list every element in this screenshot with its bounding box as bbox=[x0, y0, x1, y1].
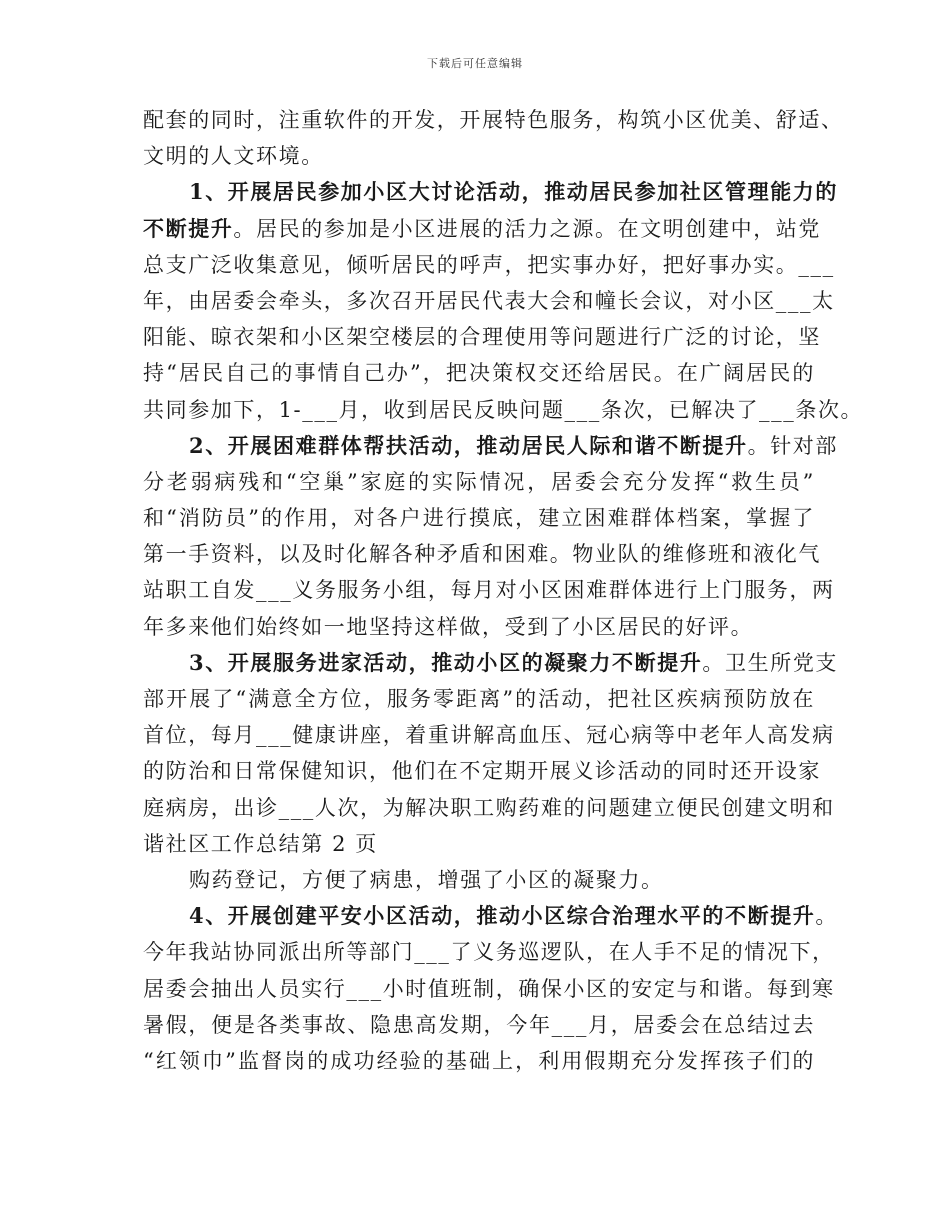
text-line bbox=[143, 174, 839, 210]
paragraph bbox=[143, 862, 815, 898]
body-text: 。居民的参加是小区进展的活力之源。在文明创建中，站党 bbox=[233, 216, 822, 241]
text-line bbox=[143, 971, 835, 1007]
paragraph bbox=[143, 898, 839, 1079]
body-text: 。卫生所党支 bbox=[702, 650, 839, 675]
bold-heading-text: 不断提升 bbox=[143, 215, 234, 241]
document-body bbox=[143, 102, 864, 1079]
body-text: 配套的同时，注重软件的开发，开展特色服务，构筑小区优美、舒适、 bbox=[143, 108, 844, 132]
body-text: “红领巾”监督岗的成功经验的基础上，利用假期充分发挥孩子们的 bbox=[143, 1048, 815, 1073]
bold-heading-text: 3、开展服务进家活动，推动小区的凝聚力不断提升 bbox=[189, 649, 703, 675]
text-line bbox=[143, 753, 821, 789]
body-text: 今年我站协同派出所等部门___了义务巡逻队，在人手不足的情况下， bbox=[143, 940, 835, 965]
text-line bbox=[143, 138, 815, 174]
text-line bbox=[143, 355, 815, 391]
body-text: 暑假，便是各类事故、隐患高发期，今年___月，居委会在总结过去 bbox=[143, 1012, 815, 1037]
text-line bbox=[143, 1007, 815, 1043]
text-line bbox=[143, 247, 835, 283]
body-text: 站职工自发___义务服务小组，每月对小区困难群体进行上门服务，两 bbox=[143, 578, 835, 603]
text-line bbox=[143, 717, 835, 753]
text-line bbox=[143, 428, 839, 464]
text-line bbox=[143, 319, 821, 355]
text-line bbox=[143, 500, 815, 536]
body-text: 共同参加下，1-___月，收到居民反映问题___条次，已解决了___条次。 bbox=[143, 397, 864, 422]
paragraph bbox=[143, 174, 864, 427]
body-text: 庭病房，出诊___人次，为解决职工购药难的问题建立便民创建文明和 bbox=[143, 795, 835, 820]
body-text: 购药登记，方便了病患，增强了小区的凝聚力。 bbox=[189, 867, 664, 892]
text-line bbox=[143, 645, 839, 681]
body-text: 居委会抽出人员实行___小时值班制，确保小区的安定与和谐。每到寒 bbox=[143, 976, 835, 1001]
body-text: 。针对部 bbox=[747, 433, 839, 458]
body-text: 持“居民自己的事情自己办”，把决策权交还给居民。在广阔居民的 bbox=[143, 361, 815, 386]
body-text: 和“消防员”的作用，对各户进行摸底，建立困难群体档案，掌握了 bbox=[143, 506, 815, 531]
bold-heading-text: 4、开展创建平安小区活动，推动小区综合治理水平的不断提升 bbox=[189, 903, 816, 929]
text-line bbox=[143, 1043, 815, 1079]
text-line bbox=[143, 392, 864, 428]
text-line bbox=[143, 862, 815, 898]
body-text: 总支广泛收集意见，倾听居民的呼声，把实事办好，把好事办实。___ bbox=[143, 252, 835, 277]
text-line bbox=[143, 464, 815, 500]
text-line bbox=[143, 572, 835, 608]
body-text: 的防治和日常保健知识，他们在不定期开展义诊活动的同时还开设家 bbox=[143, 759, 821, 784]
body-text: 文明的人文环境。 bbox=[143, 144, 324, 169]
text-line bbox=[143, 790, 835, 826]
text-line bbox=[143, 102, 844, 138]
body-text: 年，由居委会牵头，多次召开居民代表大会和幢长会议，对小区___太 bbox=[143, 288, 835, 313]
bold-heading-text: 2、开展困难群体帮扶活动，推动居民人际和谐不断提升 bbox=[189, 432, 748, 458]
body-text: 第一手资料，以及时化解各种矛盾和困难。物业队的维修班和液化气 bbox=[143, 542, 821, 567]
body-text: 年多来他们始终如一地坚持这样做，受到了小区居民的好评。 bbox=[143, 614, 754, 639]
body-text: 部开展了“满意全方位，服务零距离”的活动，把社区疾病预防放在 bbox=[143, 687, 815, 711]
paragraph bbox=[143, 428, 839, 645]
text-line bbox=[143, 826, 815, 862]
paragraph bbox=[143, 645, 839, 862]
text-line bbox=[143, 211, 822, 247]
page-header: 下载后可任意编辑 bbox=[427, 57, 523, 70]
body-text: 阳能、晾衣架和小区架空楼层的合理使用等问题进行广泛的讨论，坚 bbox=[143, 325, 821, 350]
text-line bbox=[143, 609, 815, 645]
body-text: 首位，每月___健康讲座，着重讲解高血压、冠心病等中老年人高发病 bbox=[143, 723, 835, 748]
text-line bbox=[143, 536, 821, 572]
text-line bbox=[143, 283, 835, 319]
body-text: 。 bbox=[815, 904, 839, 929]
text-line bbox=[143, 898, 839, 934]
bold-heading-text: 1、开展居民参加小区大讨论活动，推动居民参加社区管理能力的 bbox=[189, 179, 839, 205]
body-text: 谐社区工作总结第 2 页 bbox=[143, 831, 378, 856]
text-line bbox=[143, 681, 815, 717]
body-text: 分老弱病残和“空巢”家庭的实际情况，居委会充分发挥“救生员” bbox=[143, 469, 815, 494]
paragraph bbox=[143, 102, 844, 174]
text-line bbox=[143, 934, 835, 970]
